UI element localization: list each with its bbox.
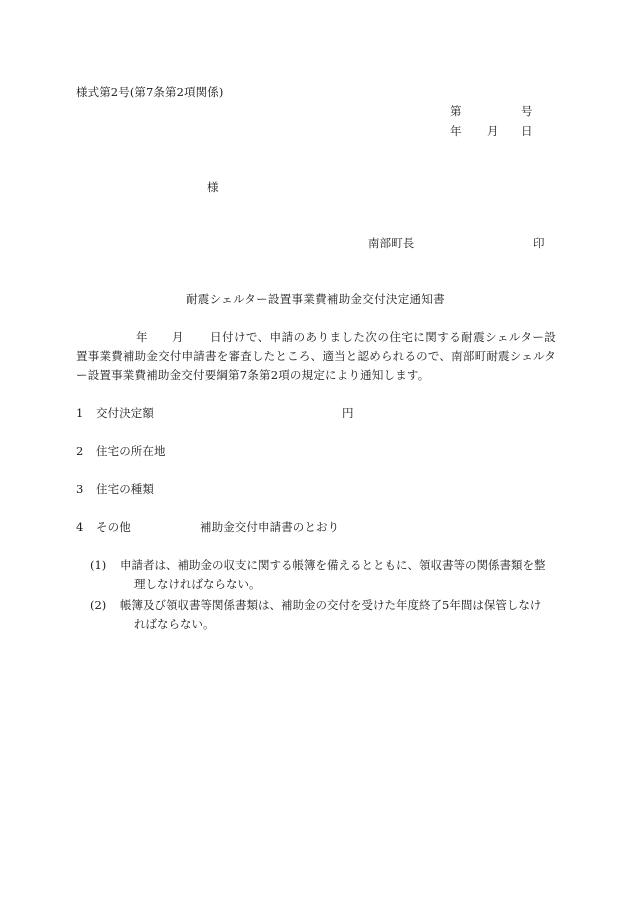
note-1-line2: 理しなければならない。 xyxy=(134,577,261,591)
item-4-value: 補助金交付申請書のとおり xyxy=(200,520,340,534)
form-number: 様式第2号(第7条第2項関係) xyxy=(76,85,224,99)
date-year: 年 xyxy=(450,124,462,138)
issuer-name: 南部町長 xyxy=(368,236,415,250)
note-1 xyxy=(90,556,560,594)
note-2-line1: 帳簿及び領収書等関係書類は、補助金の交付を受けた年度終了5年間は保管しなけ xyxy=(120,598,542,612)
issuer-seal: 印 xyxy=(533,236,545,250)
doc-number-suffix: 号 xyxy=(521,104,533,118)
date-day: 日 xyxy=(521,124,533,138)
item-1-value: 円 xyxy=(342,406,354,420)
item-1-label: 交付決定額 xyxy=(96,406,154,420)
doc-number-prefix: 第 xyxy=(450,104,462,118)
recipient-suffix: 様 xyxy=(207,180,219,194)
body-text: 日付けで、申請のありました次の住宅に関する耐震シェルター設置事業費補助金交付申請書を審査したところ、適当と認められるので、南部町耐震シェルター設置事業費補助金交付要綱第7条第2項の規定により通知します。 xyxy=(76,330,556,382)
body-month: 月 xyxy=(172,330,184,344)
item-1-num: 1 xyxy=(76,406,84,420)
item-4-num: 4 xyxy=(76,520,84,534)
date-month: 月 xyxy=(487,124,499,138)
note-2-num: (2) xyxy=(90,598,107,612)
note-1-num: (1) xyxy=(90,558,107,572)
body-year: 年 xyxy=(136,330,148,344)
note-2-line2: ればならない。 xyxy=(134,617,215,631)
note-2 xyxy=(90,596,560,634)
item-4-label: その他 xyxy=(96,520,131,534)
document-title: 耐震シェルター設置事業費補助金交付決定通知書 xyxy=(186,292,445,306)
item-2-label: 住宅の所在地 xyxy=(96,444,166,458)
item-3-num: 3 xyxy=(76,482,84,496)
item-2-num: 2 xyxy=(76,444,84,458)
item-3-label: 住宅の種類 xyxy=(96,482,154,496)
note-1-line1: 申請者は、補助金の収支に関する帳簿を備えるとともに、領収書等の関係書類を整 xyxy=(120,558,546,572)
